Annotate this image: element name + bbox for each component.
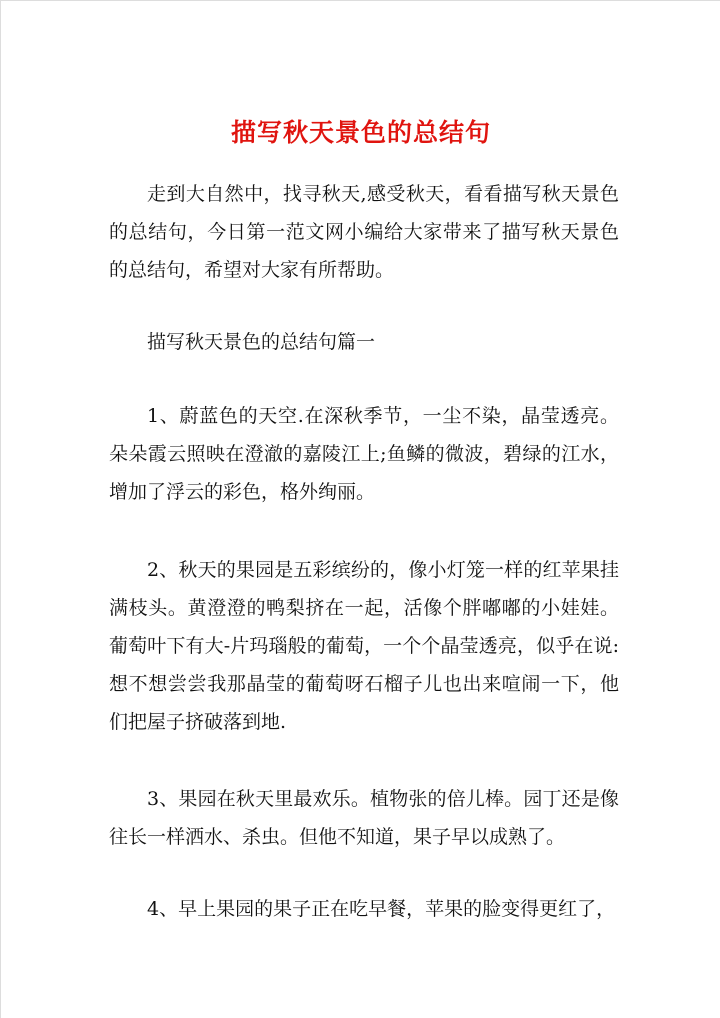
document-title: 描写秋天景色的总结句 (230, 118, 491, 147)
list-item: 2、秋天的果园是五彩缤纷的，像小灯笼一样的红苹果挂满枝头。黄澄澄的鸭梨挤在一起，活像个胖嘟嘟的小娃娃。葡萄叶下有大-片玛瑙般的葡萄，一个个晶莹透亮，似乎在说:想不想尝尝我那晶莹的葡萄呀石榴子儿也出来喧闹一下，他们把屋子挤破落到地. (109, 559, 619, 733)
section-heading: 描写秋天景色的总结句篇一 (147, 331, 376, 353)
list-item: 3、果园在秋天里最欢乐。植物张的倍儿棒。园丁还是像往长一样洒水、杀虫。但他不知道，果子早以成熟了。 (109, 788, 619, 848)
list-item: 1、蔚蓝色的天空.在深秋季节，一尘不染，晶莹透亮。朵朵霞云照映在澄澈的嘉陵江上;鱼鳞的微波，碧绿的江水，增加了浮云的彩色，格外绚丽。 (109, 405, 619, 503)
intro-paragraph: 走到大自然中，找寻秋天,感受秋天，看看描写秋天景色的总结句，今日第一范文网小编给大家带来了描写秋天景色的总结句，希望对大家有所帮助。 (109, 183, 619, 281)
list-item: 4、早上果园的果子正在吃早餐，苹果的脸变得更红了， (147, 898, 616, 920)
